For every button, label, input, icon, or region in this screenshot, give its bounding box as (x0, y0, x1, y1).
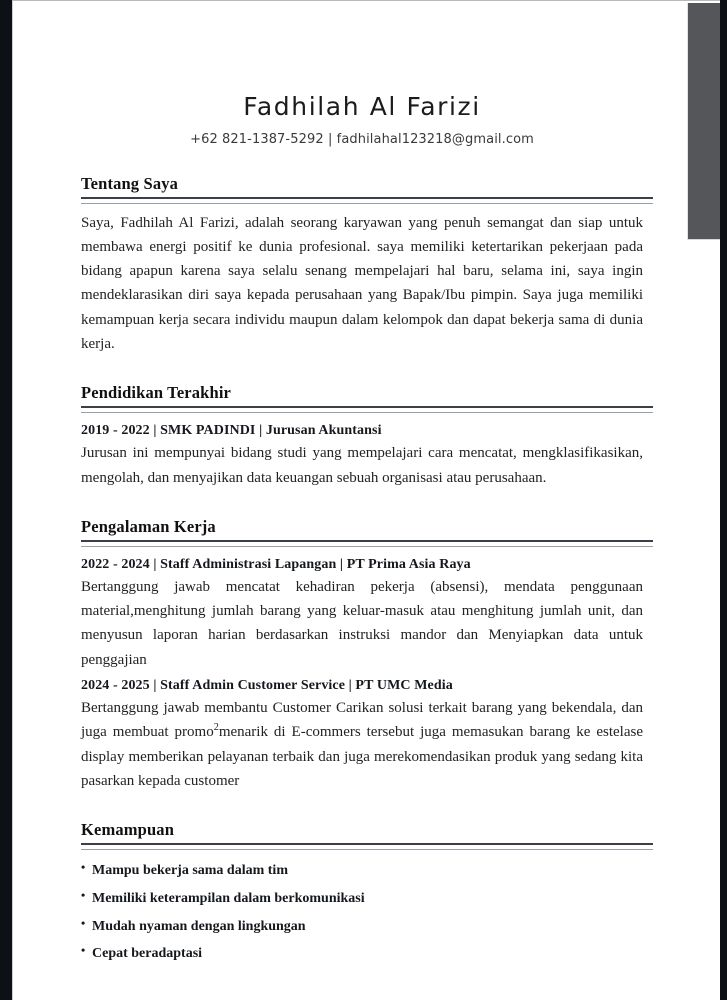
section-title-education: Pendidikan Terakhir (81, 383, 232, 403)
section-divider (81, 843, 653, 850)
viewer-right-gutter (720, 0, 727, 1000)
section-experience (81, 517, 643, 793)
resume-content (81, 1, 643, 968)
contact-info: +62 821-1387-5292 | fadhilahal123218@gmail.com (190, 131, 534, 147)
experience-entry-description: Bertanggung jawab mencatat kehadiran pekerja (absensi), mendata penggunaan material,menghitung jumlah barang yang keluar-masuk atau menghitung jumlah unit, dan menyusun laporan harian berdasarkan instruksi mandor dan Menyiapkan data untuk penggajian (81, 578, 643, 668)
experience-entry-heading: 2022 - 2024 | Staff Administrasi Lapangan | PT Prima Asia Raya (81, 556, 471, 572)
viewer-left-gutter (0, 0, 12, 1000)
experience-entry-description (81, 696, 643, 793)
section-title-about: Tentang Saya (81, 173, 179, 193)
vertical-scrollbar-thumb[interactable] (687, 3, 720, 240)
experience-description-superscript: 2 (213, 722, 219, 734)
skill-item: • Mampu bekerja sama dalam tim (81, 857, 643, 885)
education-entry-heading: 2019 - 2022 | SMK PADINDI | Jurusan Akuntansi (81, 423, 382, 439)
section-title-skills: Kemampuan (81, 820, 175, 840)
experience-entry (81, 675, 643, 793)
skill-item: • Mudah nyaman dengan lingkungan (81, 913, 643, 941)
skill-item: • Memiliki keterampilan dalam berkomunikasi (81, 885, 643, 913)
about-paragraph: Saya, Fadhilah Al Farizi, adalah seorang karyawan yang penuh semangat dan siap untuk membawa energi positif ke dunia profesional. saya memiliki ketertarikan pekerjaan pada bidang apapun karena saya selalu senang mempelajari hal baru, selama ini, saya ingin mendeklarasikan diri saya kepada perusahaan yang Bapak/Ibu pimpin. Saya juga memiliki kemampuan kerja secara individu maupun dalam kelompok dan dapat bekerja sama di dunia kerja. (81, 214, 643, 352)
skill-item: • Cepat beradaptasi (81, 940, 643, 968)
education-entry-description: Jurusan ini mempunyai bidang studi yang mempelajari cara mencatat, mengklasifikasikan, mengolah, dan menyajikan data keuangan sebuah organisasi atau perusahaan. (81, 445, 643, 486)
resume-page (12, 0, 720, 1000)
experience-entry-heading: 2024 - 2025 | Staff Admin Customer Service | PT UMC Media (81, 678, 453, 694)
education-entry (81, 420, 643, 490)
section-divider (81, 406, 653, 413)
experience-entry (81, 554, 643, 672)
section-title-experience: Pengalaman Kerja (81, 516, 216, 536)
experience-description-part1: Bertanggung jawab membantu Customer Carikan solusi terkait barang yang bekendala, dan juga membuat promo (81, 700, 643, 741)
section-divider (81, 197, 653, 204)
experience-description-part2: menarik di E-commers tersebut juga memasukan barang ke estelase display memberikan pelayanan terbaik dan juga merekomendasikan produk yang sedang kita pasarkan kepada customer (81, 724, 643, 789)
section-divider (81, 540, 653, 547)
candidate-name: Fadhilah Al Farizi (243, 92, 481, 121)
section-skills (81, 820, 643, 968)
section-education (81, 383, 643, 490)
section-about (81, 174, 643, 357)
resume-header (81, 1, 643, 147)
skills-list (81, 857, 643, 968)
